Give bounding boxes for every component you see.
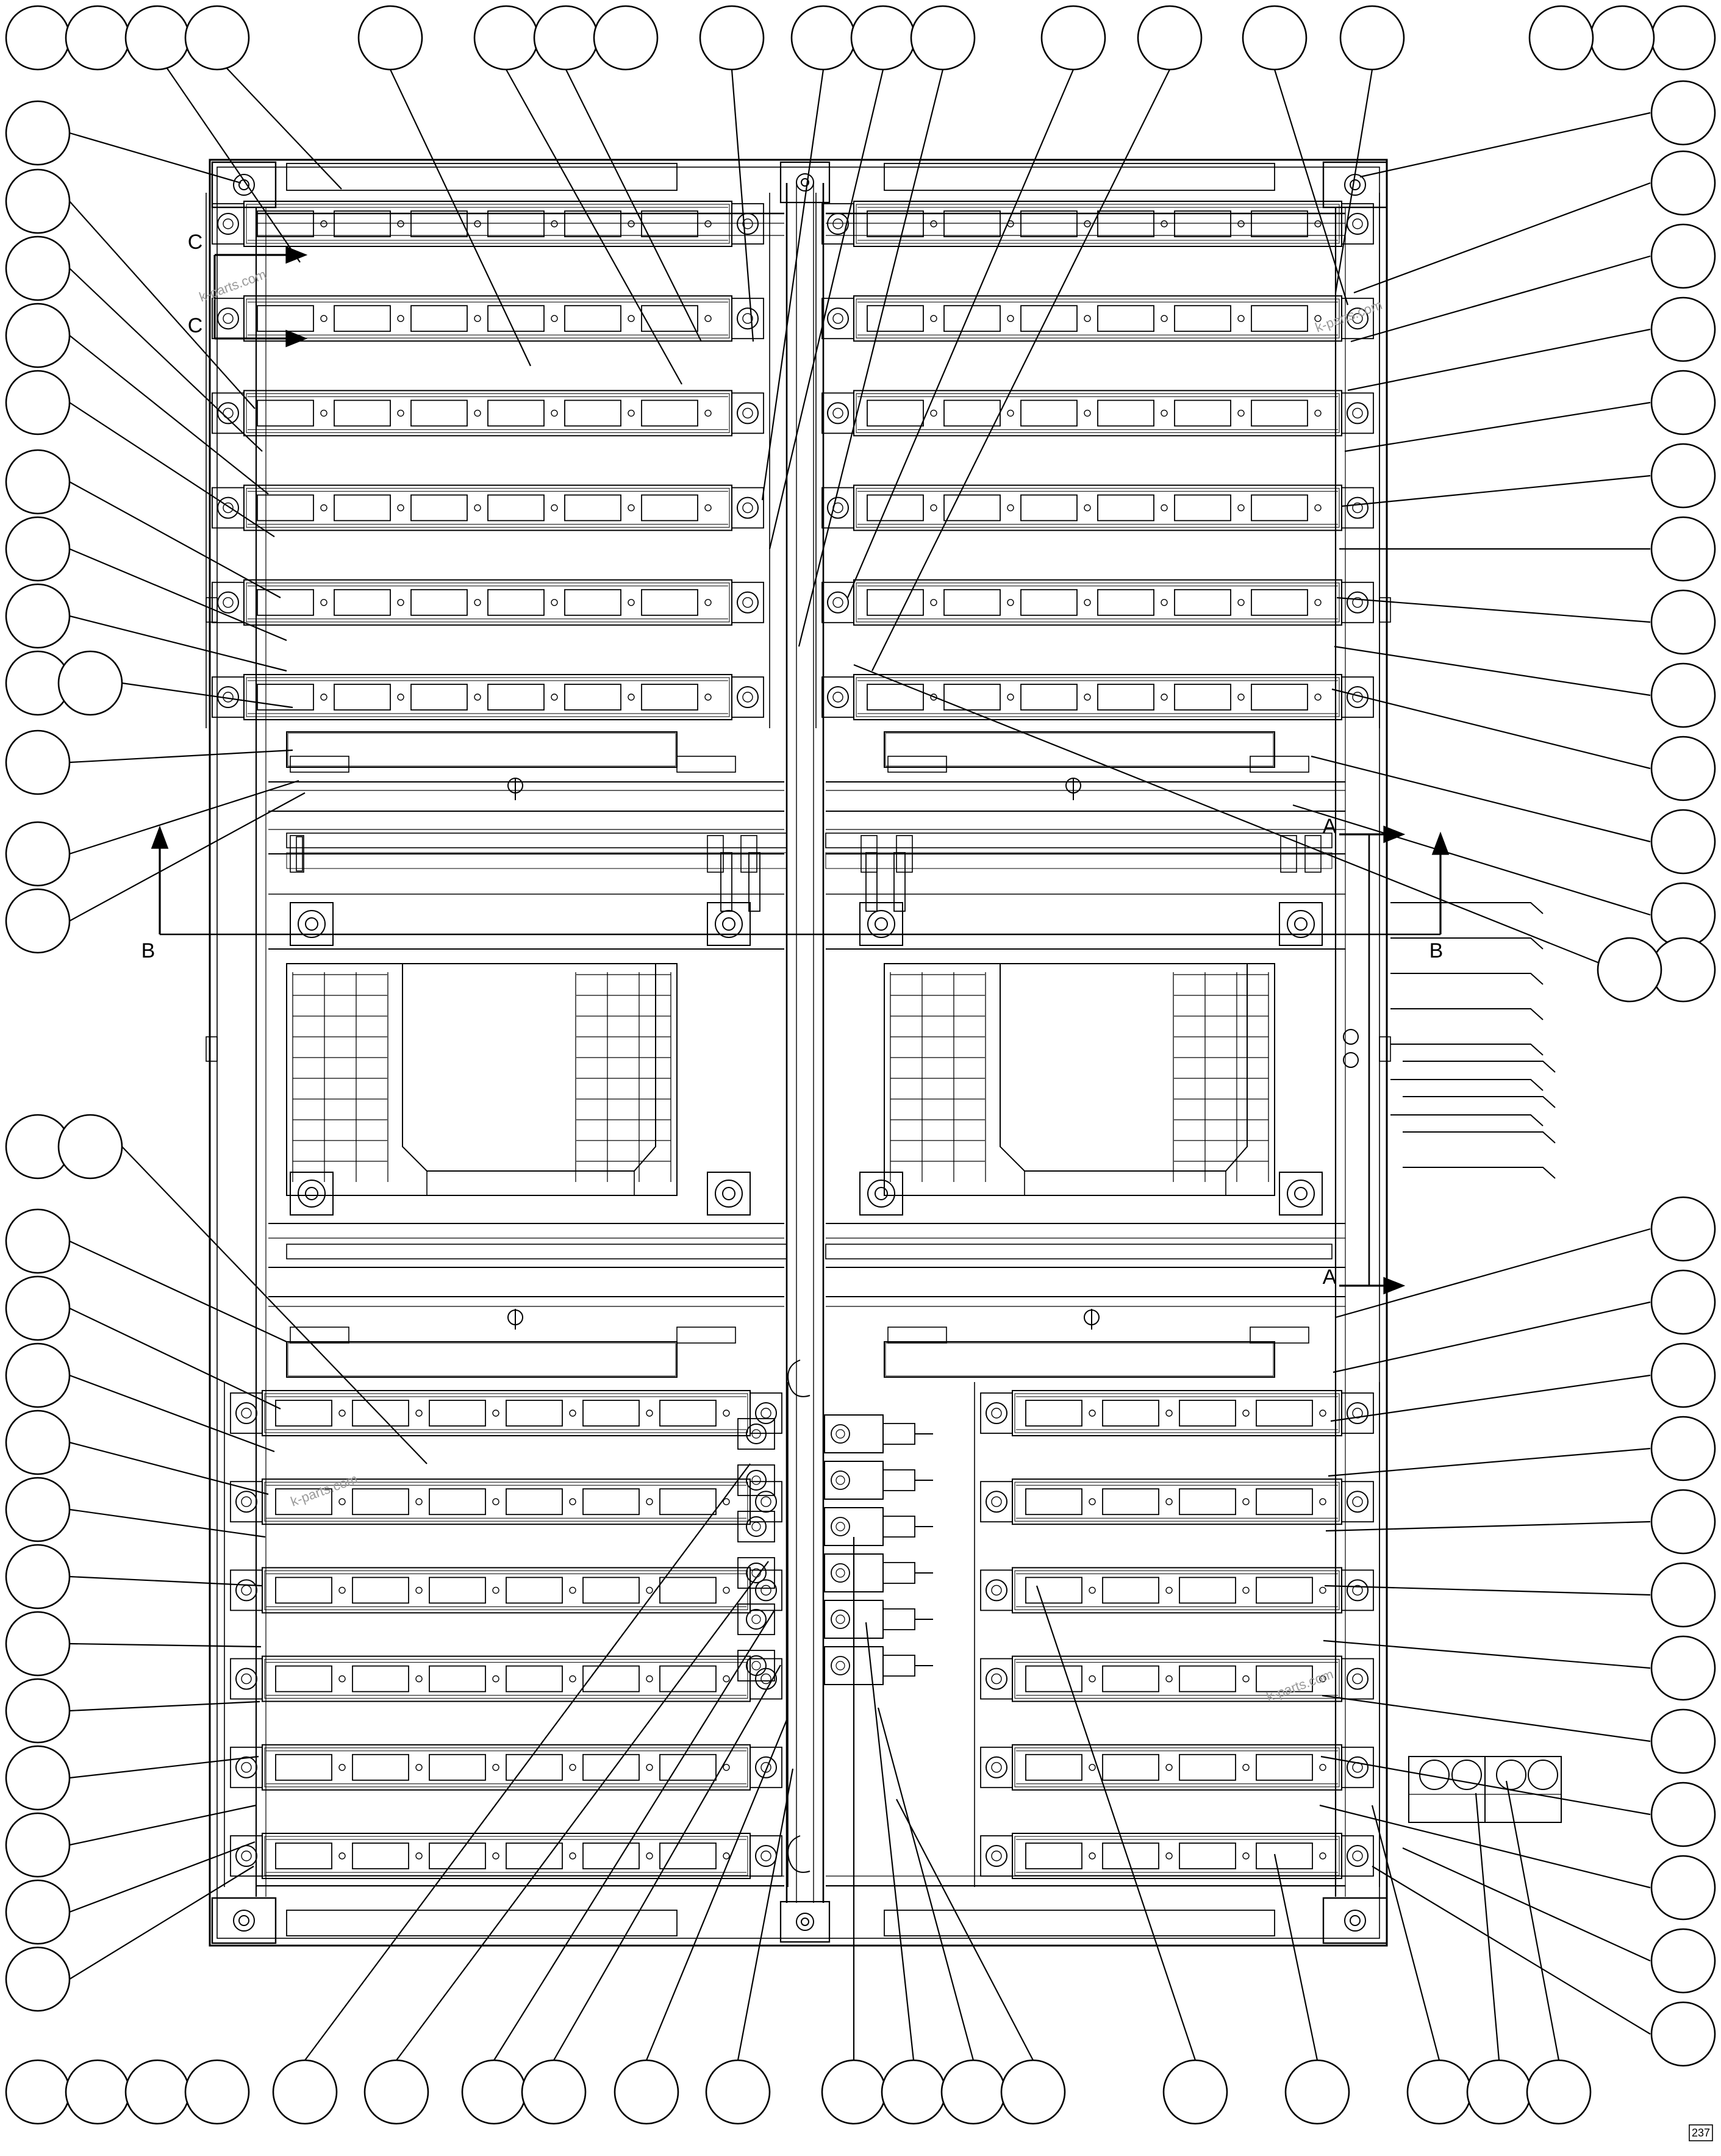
callout-bubble[interactable] — [6, 1880, 70, 1944]
section-mark-label: C — [187, 314, 203, 337]
page-number: 237 — [1691, 2127, 1711, 2139]
callout-bubble[interactable] — [365, 2060, 428, 2124]
watermark-text: k-parts.com — [288, 1470, 360, 1510]
callout-bubble[interactable] — [1651, 1197, 1715, 1261]
callout-bubble[interactable] — [6, 731, 70, 794]
callout-bubble[interactable] — [126, 6, 189, 70]
callout-bubble[interactable] — [1408, 2060, 1471, 2124]
callout-bubble[interactable] — [822, 2060, 886, 2124]
section-mark-label: B — [1429, 939, 1444, 962]
callout-bubble[interactable] — [59, 1115, 122, 1178]
callout-bubble[interactable] — [6, 1813, 70, 1877]
page-number-box — [1689, 2125, 1712, 2141]
callout-bubble[interactable] — [66, 6, 129, 70]
callout-bubble[interactable] — [6, 101, 70, 165]
callout-bubble[interactable] — [185, 2060, 249, 2124]
callout-bubble[interactable] — [1340, 6, 1404, 70]
callout-bubble[interactable] — [6, 371, 70, 434]
callout-bubble[interactable] — [1651, 81, 1715, 145]
callout-bubble[interactable] — [700, 6, 764, 70]
callout-bubble[interactable] — [1651, 444, 1715, 507]
callout-bubble[interactable] — [185, 6, 249, 70]
callout-bubble[interactable] — [851, 6, 915, 70]
callout-bubble[interactable] — [1651, 1856, 1715, 1919]
callout-bubble[interactable] — [1590, 6, 1654, 70]
callout-bubble[interactable] — [6, 822, 70, 886]
callout-bubble[interactable] — [534, 6, 598, 70]
callout-bubble[interactable] — [1164, 2060, 1227, 2124]
callout-bubble[interactable] — [1651, 1270, 1715, 1334]
callout-bubble[interactable] — [6, 304, 70, 367]
callout-bubble[interactable] — [1651, 1563, 1715, 1627]
watermark-text: k-parts.com — [197, 266, 268, 305]
callout-bubble[interactable] — [1651, 737, 1715, 800]
callout-bubble[interactable] — [6, 1209, 70, 1273]
callout-bubble[interactable] — [126, 2060, 189, 2124]
callout-bubble[interactable] — [474, 6, 538, 70]
callout-bubble[interactable] — [1527, 2060, 1590, 2124]
callout-bubble[interactable] — [6, 450, 70, 514]
callout-bubble[interactable] — [911, 6, 975, 70]
section-mark-label: B — [141, 939, 156, 962]
callout-bubble[interactable] — [1651, 1783, 1715, 1846]
callout-bubble[interactable] — [462, 2060, 526, 2124]
callout-bubble[interactable] — [6, 1545, 70, 1608]
callout-bubble[interactable] — [1651, 1636, 1715, 1700]
watermark-text: k-parts.com — [1313, 296, 1384, 335]
watermark-text: k-parts.com — [1264, 1666, 1336, 1705]
callout-bubble[interactable] — [1243, 6, 1306, 70]
callout-bubble[interactable] — [1651, 224, 1715, 288]
callout-bubble[interactable] — [1651, 298, 1715, 361]
callout-bubble[interactable] — [6, 1947, 70, 2011]
callout-bubble[interactable] — [522, 2060, 585, 2124]
callout-bubble[interactable] — [59, 651, 122, 715]
callout-bubble[interactable] — [1286, 2060, 1349, 2124]
callout-bubble[interactable] — [6, 1411, 70, 1474]
section-mark-label: C — [187, 231, 203, 254]
callout-bubble[interactable] — [6, 889, 70, 953]
callout-bubble[interactable] — [1651, 590, 1715, 654]
callout-bubble[interactable] — [1530, 6, 1593, 70]
callout-bubble[interactable] — [1651, 1417, 1715, 1480]
callout-bubble[interactable] — [1651, 517, 1715, 581]
callout-bubble[interactable] — [273, 2060, 337, 2124]
callout-bubble[interactable] — [359, 6, 422, 70]
section-mark-label: A — [1322, 815, 1337, 838]
callout-bubble[interactable] — [6, 1277, 70, 1340]
callout-bubble[interactable] — [66, 2060, 129, 2124]
callout-bubble[interactable] — [792, 6, 855, 70]
callout-bubble[interactable] — [1598, 938, 1661, 1001]
callout-bubble[interactable] — [1651, 151, 1715, 215]
callout-bubble[interactable] — [1651, 2002, 1715, 2066]
callout-bubble[interactable] — [1651, 371, 1715, 434]
callout-bubble[interactable] — [1467, 2060, 1531, 2124]
callout-bubble[interactable] — [1651, 1710, 1715, 1773]
callout-bubble[interactable] — [1138, 6, 1201, 70]
callout-bubble[interactable] — [6, 1679, 70, 1742]
callout-bubble[interactable] — [882, 2060, 945, 2124]
callout-bubble[interactable] — [1651, 1490, 1715, 1553]
callout-bubble[interactable] — [6, 1746, 70, 1810]
callout-bubble[interactable] — [6, 517, 70, 581]
callout-bubble[interactable] — [1042, 6, 1105, 70]
callout-bubble[interactable] — [1651, 664, 1715, 727]
callout-bubble[interactable] — [1651, 810, 1715, 873]
callout-bubble[interactable] — [6, 6, 70, 70]
callout-bubble[interactable] — [1651, 1929, 1715, 1993]
callout-bubble[interactable] — [6, 584, 70, 648]
callout-bubble[interactable] — [6, 1478, 70, 1541]
callout-bubble[interactable] — [706, 2060, 770, 2124]
callout-bubble[interactable] — [6, 2060, 70, 2124]
callout-bubble[interactable] — [6, 237, 70, 300]
callout-bubble[interactable] — [1651, 6, 1715, 70]
callout-bubble[interactable] — [594, 6, 657, 70]
callout-bubble[interactable] — [942, 2060, 1005, 2124]
callout-bubble[interactable] — [615, 2060, 678, 2124]
callout-bubble[interactable] — [6, 1344, 70, 1407]
callout-bubble[interactable] — [1651, 883, 1715, 947]
callout-bubble[interactable] — [6, 170, 70, 233]
callout-bubble[interactable] — [1651, 1344, 1715, 1407]
section-mark-label: A — [1322, 1266, 1337, 1289]
callout-bubble[interactable] — [1001, 2060, 1065, 2124]
callout-bubble[interactable] — [6, 1612, 70, 1675]
